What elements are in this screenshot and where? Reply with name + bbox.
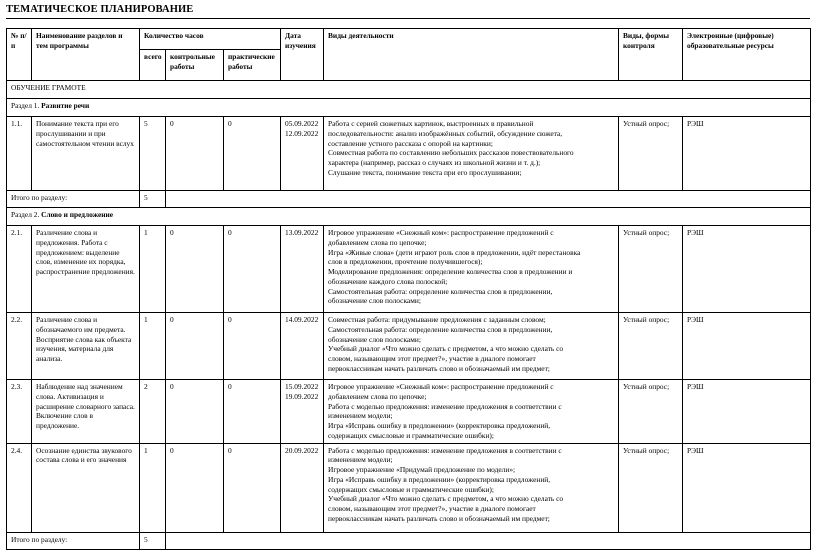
row-hours-total: 1 (140, 226, 166, 313)
section-total-value: 5 (140, 191, 166, 208)
row-dates: 05.09.2022 12.09.2022 (281, 117, 324, 191)
row-activities: Работа с моделью предложения: изменение предложения в соответствии с изменением модели; Игровое упражнение «Придумай предложение по модели»; Игра «Исправь ошибку в предложении» (корректировка предложений, содержащих смысловые и грамматические ошибки); Учебный диалог «Что можно сделать с предметом, а что можно сделать со словом, называющим этот предмет?», участие в диалоге помогает первоклассникам начать различать слово и обозначаемый им предмет; (324, 443, 619, 532)
section-total-filler (166, 191, 811, 208)
row-hours-practical: 0 (224, 443, 281, 532)
table-row (7, 313, 811, 380)
subsection-title: Раздел 1. Развитие речи (7, 99, 811, 117)
row-hours-control: 0 (166, 117, 224, 191)
row-control-forms: Устный опрос; (619, 380, 683, 444)
header-hours: Количество часов (140, 29, 281, 50)
header-number: № п/п (7, 29, 32, 81)
row-number: 2.2. (7, 313, 32, 380)
table-row (7, 117, 811, 191)
subsection-title: Раздел 2. Слово и предложение (7, 208, 811, 226)
row-hours-total: 1 (140, 313, 166, 380)
section-total-label: Итого по разделу: (7, 532, 140, 549)
row-hours-total: 1 (140, 443, 166, 532)
planning-table (6, 28, 811, 550)
row-control-forms: Устный опрос; (619, 313, 683, 380)
row-hours-practical: 0 (224, 226, 281, 313)
row-topic: Осознание единства звукового состава слова и его значения (32, 443, 140, 532)
row-activities: Игровое упражнение «Снежный ком»: распространение предложений с добавлением слова по цепочке; Игра «Живые слова» (дети играют роль слов в предложении, идёт перестановка слов в предложении, прочтение получившегося); Моделирование предложения: определение количества слов в предложении и обозначение каждого слова полоской; Самостоятельная работа: определение количества слов в предложении, обозначение слов полосками; (324, 226, 619, 313)
row-resources: РЭШ (683, 226, 811, 313)
row-dates: 14.09.2022 (281, 313, 324, 380)
row-number: 2.4. (7, 443, 32, 532)
section-total-filler (166, 532, 811, 549)
header-hours-control: контрольные работы (166, 50, 224, 81)
table-row (7, 380, 811, 444)
header-activities: Виды деятельности (324, 29, 619, 81)
header-forms: Виды, формы контроля (619, 29, 683, 81)
row-hours-control: 0 (166, 443, 224, 532)
header-hours-total: всего (140, 50, 166, 81)
row-control-forms: Устный опрос; (619, 117, 683, 191)
row-dates: 20.09.2022 (281, 443, 324, 532)
table-row (7, 226, 811, 313)
header-hours-practical: практические работы (224, 50, 281, 81)
row-hours-total: 2 (140, 380, 166, 444)
row-number: 2.3. (7, 380, 32, 444)
header-resources: Электронные (цифровые) образовательные ресурсы (683, 29, 811, 81)
row-topic: Различение слова и предложения. Работа с предложением: выделение слов, изменение их порядка, распространение предложения. (32, 226, 140, 313)
section-total-value: 5 (140, 532, 166, 549)
row-activities: Игровое упражнение «Снежный ком»: распространение предложений с добавлением слова по цепочке; Работа с моделью предложения: изменение предложения в соответствии с изменением модели; Игра «Исправь ошибку в предложении» (корректировка предложений, содержащих смысловые и грамматические ошибки); (324, 380, 619, 444)
row-activities: Работа с серией сюжетных картинок, выстроенных в правильной последовательности: анализ изображённых событий, обсуждение сюжета, составление устного рассказа с опорой на картинки; Совместная работа по составлению небольших рассказов повествовательного характера (например, рассказ о случаях из школьной жизни и т. д.); Слушание текста, понимание текста при его прослушивании; (324, 117, 619, 191)
title-divider (6, 18, 810, 19)
header-row-top (7, 29, 811, 50)
row-hours-control: 0 (166, 226, 224, 313)
row-hours-practical: 0 (224, 313, 281, 380)
section-row (7, 81, 811, 99)
row-hours-practical: 0 (224, 117, 281, 191)
header-name: Наименование разделов и тем программы (32, 29, 140, 81)
row-dates: 15.09.2022 19.09.2022 (281, 380, 324, 444)
row-resources: РЭШ (683, 443, 811, 532)
row-hours-total: 5 (140, 117, 166, 191)
row-control-forms: Устный опрос; (619, 443, 683, 532)
section-total-row (7, 191, 811, 208)
row-resources: РЭШ (683, 380, 811, 444)
row-resources: РЭШ (683, 117, 811, 191)
row-topic: Понимание текста при его прослушивании и при самостоятельном чтении вслух (32, 117, 140, 191)
row-resources: РЭШ (683, 313, 811, 380)
page-title: ТЕМАТИЧЕСКОЕ ПЛАНИРОВАНИЕ (6, 4, 194, 15)
subsection-row (7, 99, 811, 117)
row-topic: Различение слова и обозначаемого им предмета. Восприятие слова как объекта изучения, материала для анализа. (32, 313, 140, 380)
row-number: 2.1. (7, 226, 32, 313)
header-date: Дата изучения (281, 29, 324, 81)
subsection-row (7, 208, 811, 226)
section-total-row (7, 532, 811, 549)
section-total-label: Итого по разделу: (7, 191, 140, 208)
row-hours-control: 0 (166, 380, 224, 444)
row-control-forms: Устный опрос; (619, 226, 683, 313)
row-dates: 13.09.2022 (281, 226, 324, 313)
row-hours-practical: 0 (224, 380, 281, 444)
row-activities: Совместная работа: придумывание предложения с заданным словом; Самостоятельная работа: определение количества слов в предложении, обозначение слов полосками; Учебный диалог «Что можно сделать с предметом, а что можно сделать со словом, называющим этот предмет?», участие в диалоге помогает первоклассникам начать различать слово и обозначаемый им предмет; (324, 313, 619, 380)
table-row (7, 443, 811, 532)
row-hours-control: 0 (166, 313, 224, 380)
row-number: 1.1. (7, 117, 32, 191)
section-title: ОБУЧЕНИЕ ГРАМОТЕ (7, 81, 811, 99)
row-topic: Наблюдение над значением слова. Активизация и расширение словарного запаса. Включение слов в предложение. (32, 380, 140, 444)
